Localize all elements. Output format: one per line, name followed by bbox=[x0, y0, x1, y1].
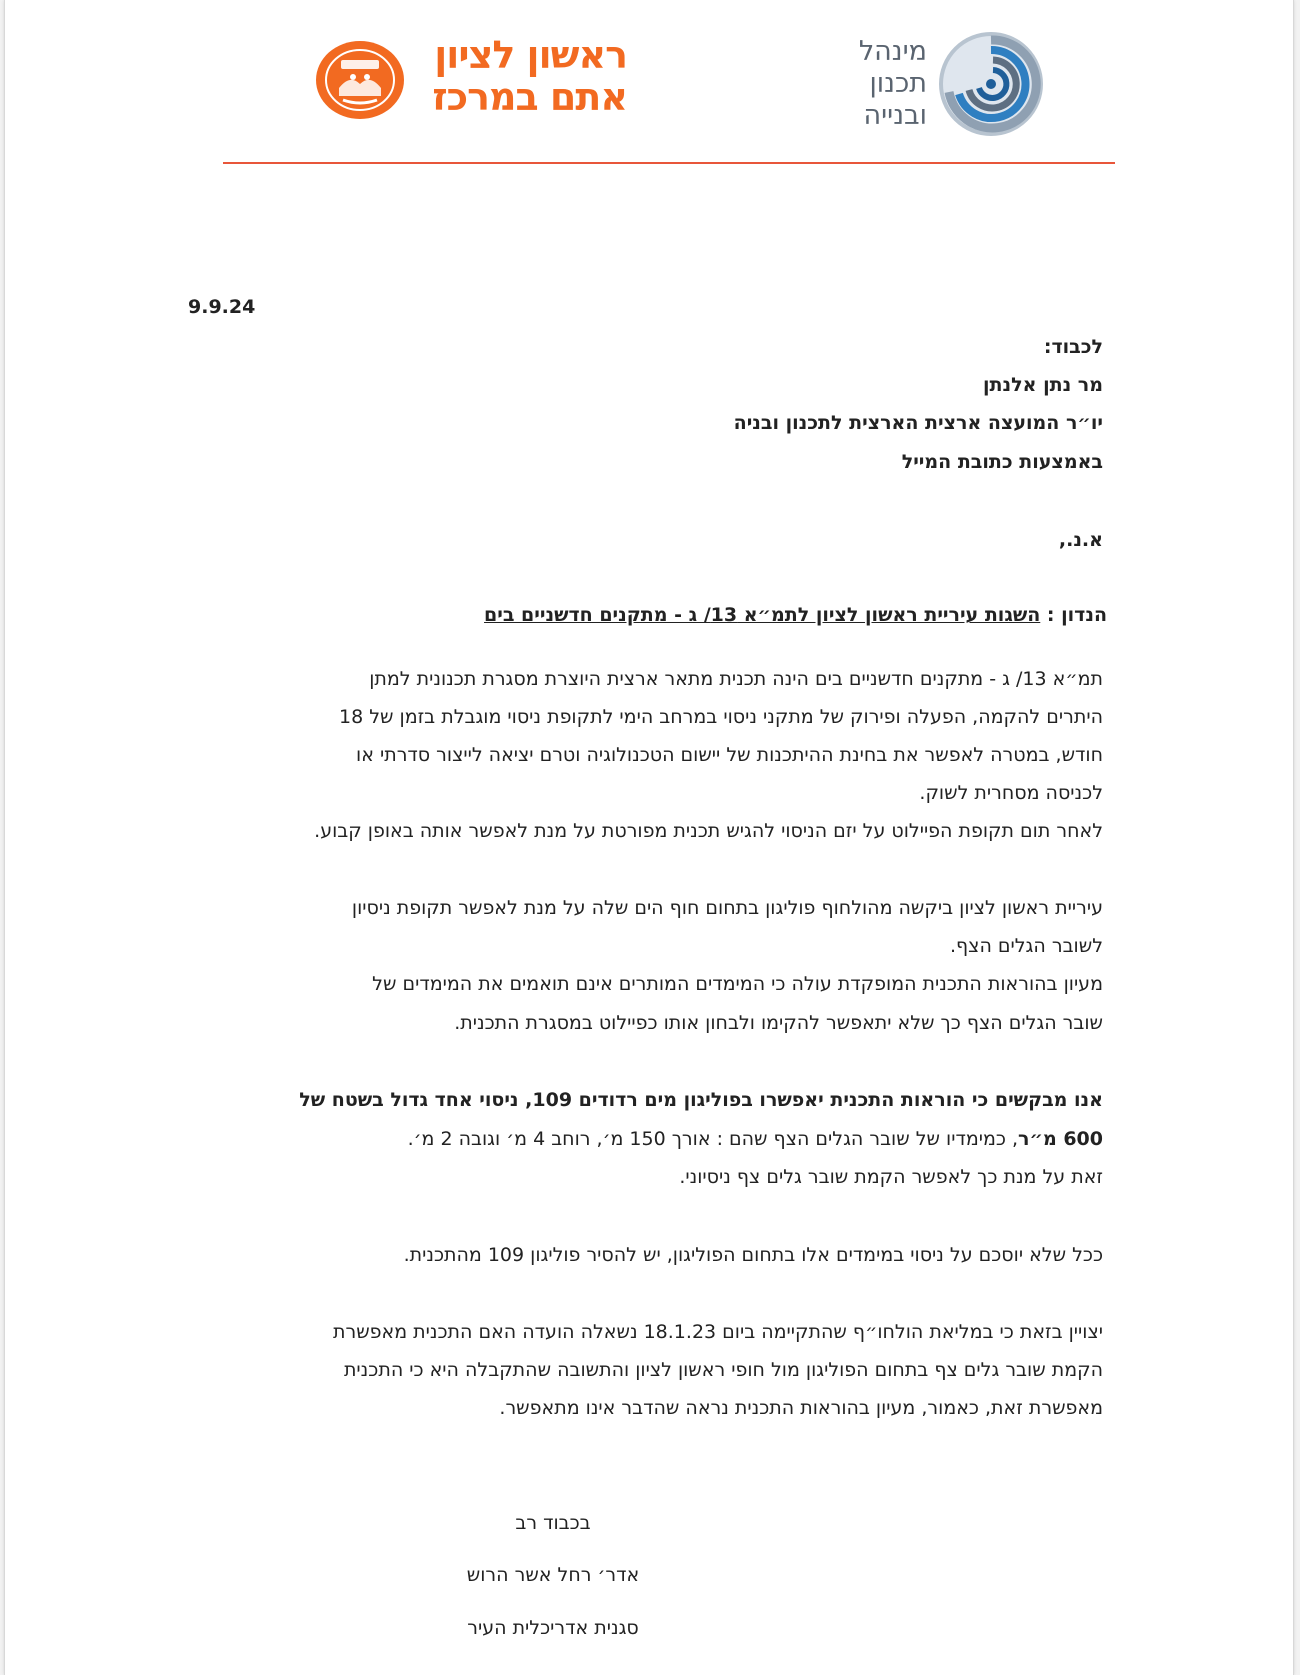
spiral-emblem-icon bbox=[937, 30, 1045, 138]
paragraph1-line5: לאחר תום תקופת הפיילוט על יזם הניסוי להגיש תכנית מפורטת על מנת לאפשר אותה באופן קבוע. bbox=[314, 820, 1103, 842]
document-page bbox=[4, 0, 1294, 1675]
signer-title: סגנית אדריכלית העיר bbox=[467, 1617, 639, 1639]
paragraph1-line4: לכניסה מסחרית לשוק. bbox=[919, 782, 1103, 804]
planning-administration-wordmark bbox=[858, 36, 927, 132]
paragraph1-line1: תמ״א 13/ ג - מתקנים חדשניים בים הינה תכנית מתאר ארצית היוצרת מסגרת תכנונית למתן bbox=[369, 668, 1103, 690]
recipient-name: מר נתן אלנתן bbox=[983, 374, 1103, 396]
recipient-title: יו״ר המועצה ארצית הארצית לתכנון ובניה bbox=[733, 412, 1103, 434]
paragraph1-line2: היתרים להקמה, הפעלה ופירוק של מתקני ניסוי במרחב הימי לתקופת ניסוי מוגבלת בזמן של 18 bbox=[339, 706, 1103, 728]
paragraph1-line3: חודש, במטרה לאפשר את בחינת ההיתכנות של יישום הטכנולוגיה וטרם יציאה לייצור סדרתי או bbox=[356, 744, 1103, 766]
subject-prefix: הנדון : bbox=[1046, 604, 1107, 626]
paragraph3-area: 600 מ״ר bbox=[1018, 1128, 1103, 1150]
delivery-method: באמצעות כתובת המייל bbox=[901, 451, 1103, 473]
paragraph4: ככל שלא יוסכם על ניסוי במימדים אלו בתחום הפוליגון, יש להסיר פוליגון 109 מהתכנית. bbox=[403, 1244, 1103, 1266]
planning-logo-line2: תכנון bbox=[869, 68, 927, 99]
planning-logo-line1: מינהל bbox=[858, 36, 927, 67]
rishon-logo-line2: אתם במרכז bbox=[432, 75, 627, 119]
paragraph3-line3: זאת על מנת כך לאפשר הקמת שובר גלים צף ניסיוני. bbox=[679, 1166, 1103, 1188]
to-label: לכבוד: bbox=[1043, 336, 1103, 358]
subject-line bbox=[484, 604, 1107, 626]
greeting: א.נ., bbox=[1058, 529, 1103, 551]
paragraph2-line3: מעיון בהוראות התכנית המופקדת עולה כי המימדים המותרים אינם תואמים את המימדים של bbox=[372, 973, 1103, 995]
paragraph2-line4: שובר הגלים הצף כך שלא יתאפשר להקימו ולבחון אותו כפיילוט במסגרת התכנית. bbox=[454, 1012, 1103, 1034]
header-divider bbox=[223, 162, 1115, 164]
subject-text: השגות עיריית ראשון לציון לתמ״א 13/ ג - מתקנים חדשניים בים bbox=[484, 604, 1041, 626]
rishon-city-seal-icon bbox=[315, 40, 405, 120]
rishon-logo-line1: ראשון לציון bbox=[434, 33, 627, 77]
planning-administration-logo bbox=[858, 30, 1045, 138]
paragraph5-line2: הקמת שובר גלים צף בתחום הפוליגון מול חופי ראשון לציון והתשובה שהתקבלה היא כי התכנית bbox=[343, 1359, 1103, 1381]
paragraph3-line1: אנו מבקשים כי הוראות התכנית יאפשרו בפוליגון מים רדודים 109, ניסוי אחד גדול בשטח של bbox=[299, 1089, 1103, 1111]
letter-date: 9.9.24 bbox=[188, 296, 256, 318]
rishon-lezion-wordmark bbox=[417, 33, 627, 119]
rishon-lezion-logo bbox=[315, 33, 635, 128]
paragraph5-line1: יצויין בזאת כי במליאת הולחו״ף שהתקיימה ביום 18.1.23 נשאלה הועדה האם התכנית מאפשרת bbox=[332, 1321, 1103, 1343]
paragraph2-line1: עיריית ראשון לציון ביקשה מהולחוף פוליגון בתחום חוף הים שלה על מנת לאפשר תקופת ניסיון bbox=[351, 897, 1103, 919]
paragraph2-line2: לשובר הגלים הצף. bbox=[949, 935, 1103, 957]
signer-name: אדר׳ רחל אשר הרוש bbox=[466, 1564, 640, 1586]
paragraph3-dimensions: , כמימדיו של שובר הגלים הצף שהם : אורך 150 מ׳, רוחב 4 מ׳ וגובה 2 מ׳. bbox=[407, 1128, 1019, 1150]
paragraph5-line3: מאפשרת זאת, כאמור, מעיון בהוראות התכנית נראה שהדבר אינו מתאפשר. bbox=[499, 1397, 1103, 1419]
planning-logo-line3: ובנייה bbox=[863, 100, 927, 131]
closing: בכבוד רב bbox=[515, 1512, 591, 1534]
paragraph3-line2 bbox=[408, 1128, 1103, 1150]
